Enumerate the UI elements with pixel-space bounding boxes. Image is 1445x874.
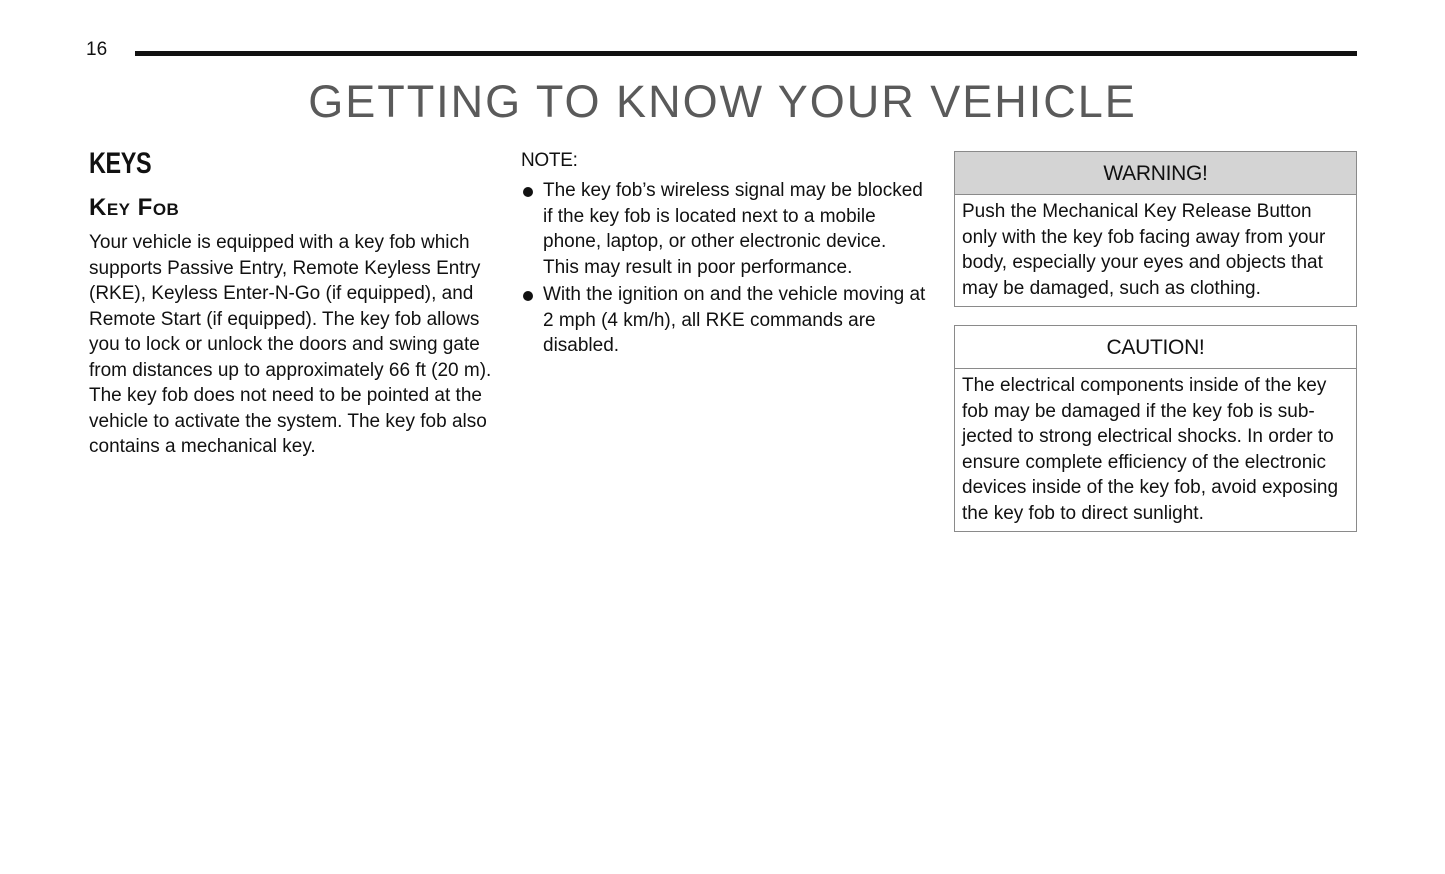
- note-item-text: With the ignition on and the vehicle moving at 2 mph (4 km/h), all RKE commands are disabled.: [543, 284, 926, 356]
- key-fob-description: Your vehicle is equipped with a key fob which supports Passive Entry, Remote Keyless Entry (RKE), Keyless Enter-N-Go (if equipped), and Remote Start (if equipped). The key fob allows you to lock or unlock the doors and swing gate from distances up to approximately 66 ft (20 m). The key fob does not need to be pointed at the vehicle to activate the system. The key fob also contains a mechanical key.: [89, 232, 492, 457]
- note-label: NOTE:: [521, 150, 578, 171]
- note-item-text: The key fob’s wireless signal may be blocked if the key fob is located next to a mobile phone, laptop, or other electronic device. This may result in poor performance.: [543, 180, 923, 278]
- chapter-title: GETTING TO KNOW YOUR VEHICLE: [308, 76, 1137, 127]
- sub-heading-key-fob: Key Fob: [89, 194, 180, 221]
- warning-text: Push the Mechanical Key Release Button only with the key fob facing away from your body, especially your eyes and objects that may be damaged, such as clothing.: [962, 201, 1326, 299]
- caution-box: [954, 325, 1357, 532]
- bullet-icon: [523, 187, 533, 197]
- caution-text: The electrical components inside of the key fob may be damaged if the key fob is sub-jected to strong electrical shocks. In order to ensure complete efficiency of the electronic devices inside of the key fob, avoid exposing the key fob to direct sunlight.: [962, 375, 1339, 524]
- section-heading-keys: KEYS: [89, 147, 152, 180]
- warning-box: [954, 151, 1357, 307]
- caution-title: CAUTION!: [955, 326, 1356, 369]
- page-number: 16: [86, 39, 108, 60]
- note-item: [521, 178, 926, 280]
- header-rule: [135, 51, 1357, 56]
- bullet-icon: [523, 291, 533, 301]
- note-list: [521, 178, 926, 361]
- warning-title: WARNING!: [955, 152, 1356, 195]
- note-item: [521, 282, 926, 359]
